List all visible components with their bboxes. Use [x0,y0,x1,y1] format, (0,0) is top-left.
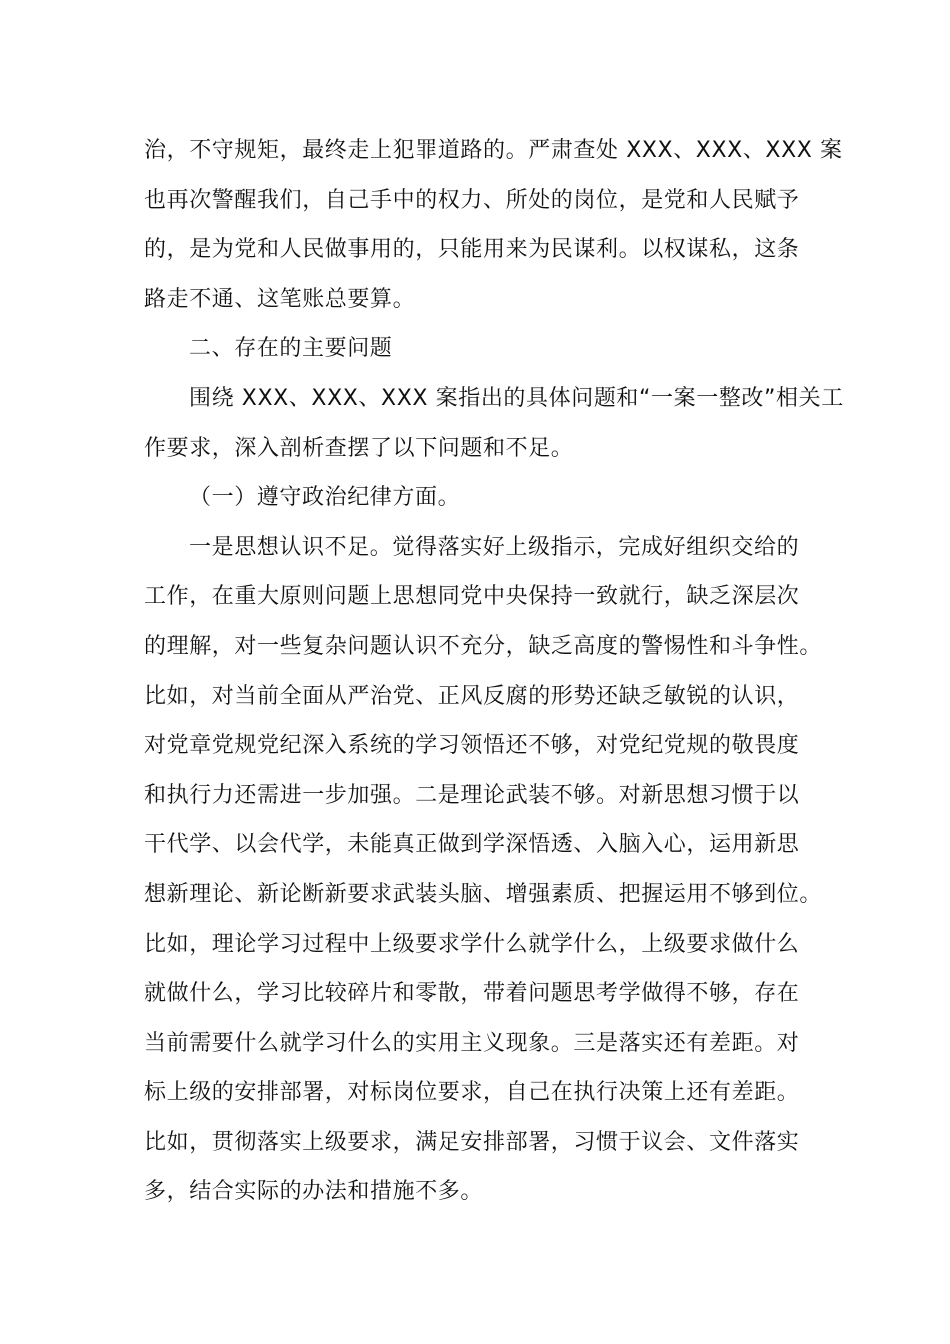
body-line-3: 的，是为党和人民做事用的，只能用来为民谋利。以权谋私，这条 [144,237,800,263]
body-line-17: 比如，理论学习过程中上级要求学什么就学什么，上级要求做什么 [144,931,800,957]
body-line-13: 对党章党规党纪深入系统的学习领悟还不够，对党纪党规的敬畏度 [144,733,800,759]
body-line-18: 就做什么，学习比较碎片和零散，带着问题思考学做得不够，存在 [144,981,800,1007]
body-line-6: 围绕 XXX、XXX、XXX 案指出的具体问题和“一案一整改”相关工 [189,385,844,411]
body-line-1: 治，不守规矩，最终走上犯罪道路的。严肃查处 XXX、XXX、XXX 案 [144,138,843,163]
body-line-9: 一是思想认识不足。觉得落实好上级指示，完成好组织交给的 [189,534,800,560]
body-line-20: 标上级的安排部署，对标岗位要求，自己在执行决策上还有差距。 [144,1080,800,1106]
body-line-4: 路走不通、这笔账总要算。 [144,286,416,312]
subsection-heading: （一）遵守政治纪律方面。 [189,485,461,511]
body-line-2: 也再次警醒我们，自己手中的权力、所处的岗位，是党和人民赋予 [144,187,800,213]
body-line-14: 和执行力还需进一步加强。二是理论武装不够。对新思想习惯于以 [144,782,800,808]
body-line-15: 干代学、以会代学，未能真正做到学深悟透、入脑入心，运用新思 [144,832,800,858]
body-line-10: 工作，在重大原则问题上思想同党中央保持一致就行，缺乏深层次 [144,584,800,610]
body-line-21: 比如，贯彻落实上级要求，满足安排部署，习惯于议会、文件落实 [144,1129,800,1155]
body-line-22: 多，结合实际的办法和措施不多。 [144,1179,484,1205]
document-body [144,126,844,1217]
body-line-12: 比如，对当前全面从严治党、正风反腐的形势还缺乏敏锐的认识， [144,683,800,709]
body-line-16: 想新理论、新论断新要求武装头脑、增强素质、把握运用不够到位。 [144,881,823,907]
body-line-11: 的理解，对一些复杂问题认识不充分，缺乏高度的警惕性和斗争性。 [144,633,823,659]
section-heading: 二、存在的主要问题 [189,336,393,362]
body-line-7: 作要求，深入剖析查摆了以下问题和不足。 [144,435,574,461]
body-line-19: 当前需要什么就学习什么的实用主义现象。三是落实还有差距。对 [144,1030,800,1056]
